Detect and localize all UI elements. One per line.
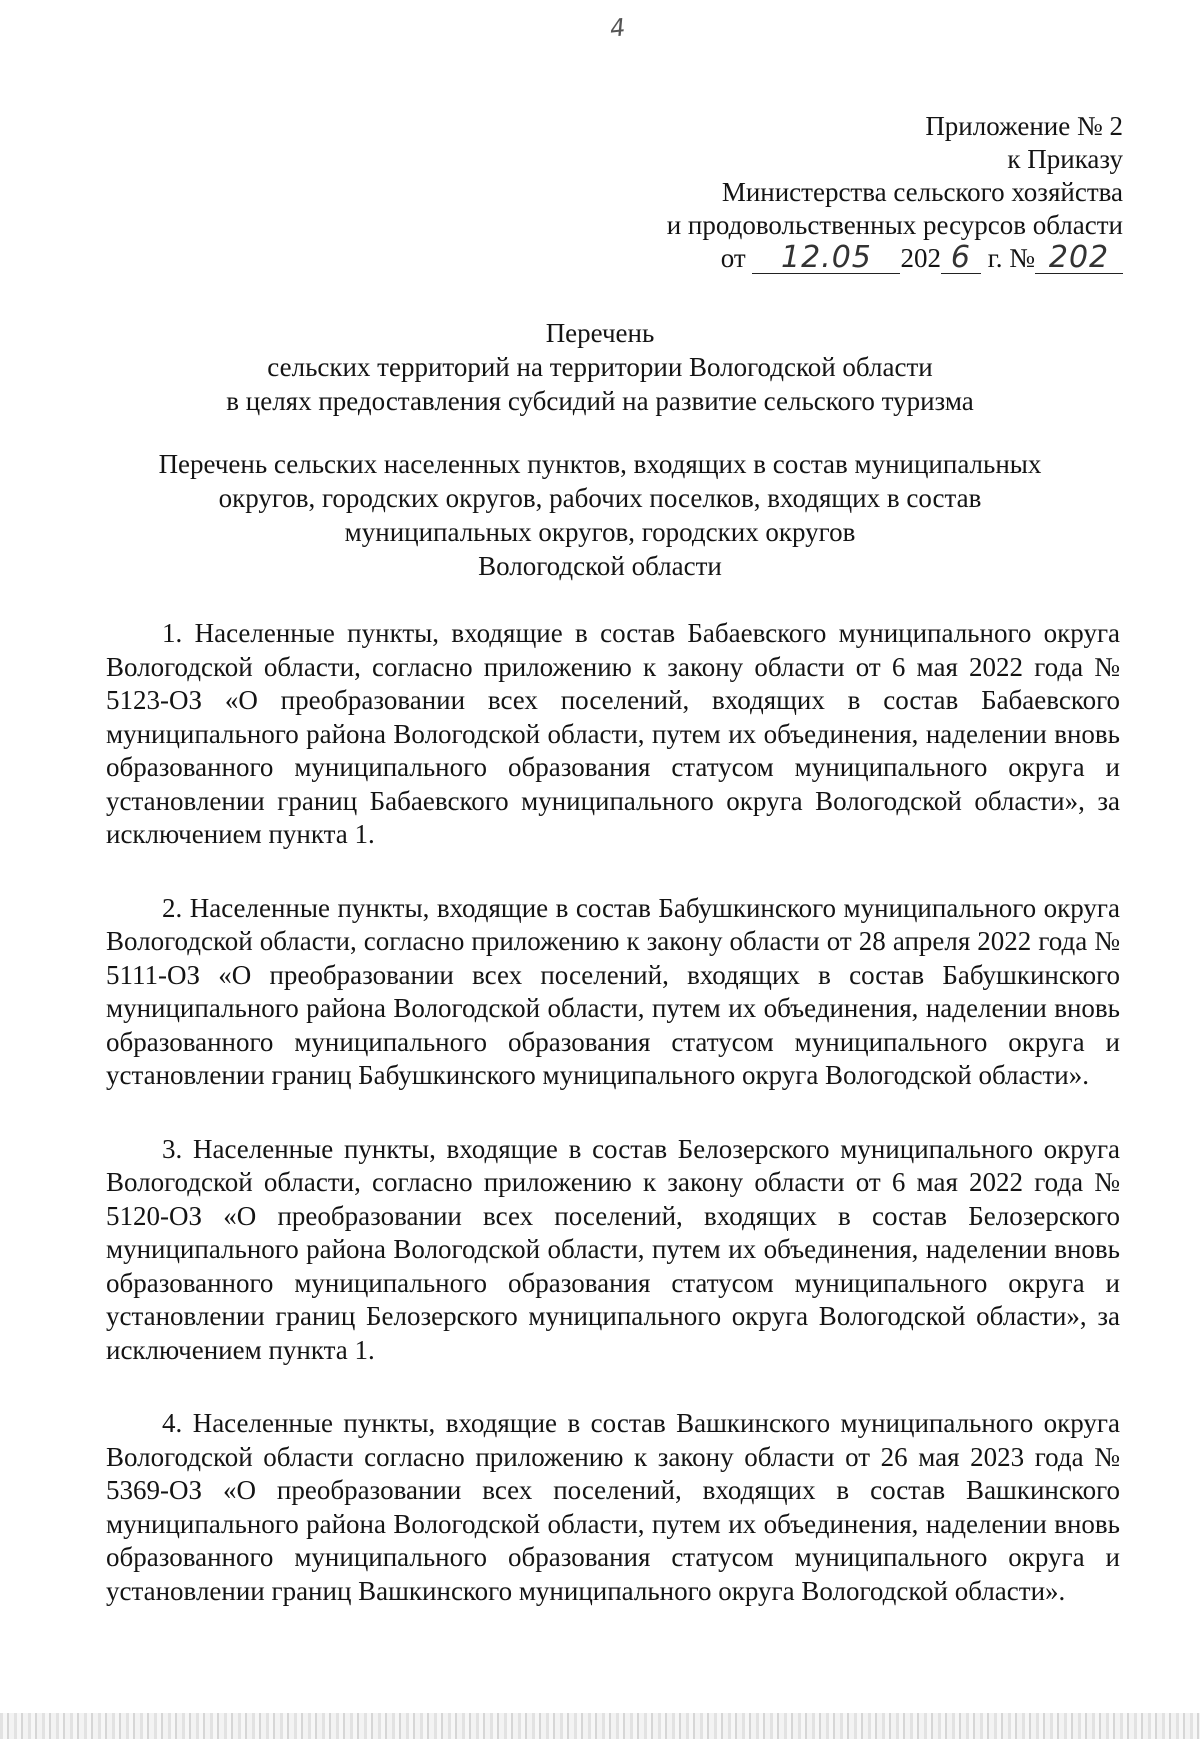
appendix-title: Приложение № 2 bbox=[925, 111, 1123, 141]
handwritten-page-number: 4 bbox=[608, 13, 627, 43]
appendix-header bbox=[667, 110, 1123, 275]
scan-edge-artifact bbox=[0, 1713, 1200, 1739]
from-label: от bbox=[720, 243, 746, 273]
subtitle-line-3: муниципальных округов, городских округов bbox=[344, 517, 856, 547]
ministry-name-cont: и продовольственных ресурсов области bbox=[666, 210, 1123, 240]
title-line-3: в целях предоставления субсидий на развитие сельского туризма bbox=[226, 386, 974, 416]
order-reference: к Приказу bbox=[1007, 144, 1123, 174]
order-number-field bbox=[1035, 240, 1123, 275]
subtitle-line-1: Перечень сельских населенных пунктов, входящих в состав муниципальных bbox=[158, 449, 1042, 479]
title-line-1: Перечень bbox=[545, 318, 655, 348]
title-line-2: сельских территорий на территории Вологодской области bbox=[267, 352, 933, 382]
order-year-field bbox=[941, 240, 981, 275]
handwritten-year-digit: 6 bbox=[950, 240, 971, 275]
subtitle-line-4: Вологодской области bbox=[478, 551, 722, 581]
settlements-list bbox=[106, 617, 1120, 1648]
year-number-label: г. № bbox=[987, 243, 1035, 273]
handwritten-order-number: 202 bbox=[1048, 240, 1110, 275]
year-prefix: 202 bbox=[900, 243, 941, 273]
order-date-field bbox=[752, 240, 900, 275]
order-date-number-line bbox=[667, 242, 1123, 275]
list-item: 1. Населенные пункты, входящие в состав Бабаевского муниципального округа Вологодской области, согласно приложению к закону области от 6 мая 2022 года № 5123-ОЗ «О преобразовании всех поселений, входящих в состав Бабаевского муниципального района Вологодской области, путем их объединения, наделении вновь образованного муниципального образования статусом муниципального округа и установлении границ Бабаевского муниципального округа Вологодской области», за исключением пункта 1. bbox=[106, 618, 1120, 849]
list-item: 2. Населенные пункты, входящие в состав Бабушкинского муниципального округа Вологодской области, согласно приложению к закону области от 28 апреля 2022 года № 5111-ОЗ «О преобразовании всех поселений, входящих в состав Бабушкинского муниципального района Вологодской области, путем их объединения, наделении вновь образованного муниципального образования статусом муниципального округа и установлении границ Бабушкинского муниципального округа Вологодской области». bbox=[106, 892, 1120, 1090]
document-subtitle bbox=[0, 447, 1200, 583]
subtitle-line-2: округов, городских округов, рабочих поселков, входящих в состав bbox=[218, 483, 982, 513]
list-item: 3. Населенные пункты, входящие в состав Белозерского муниципального округа Вологодской области, согласно приложению к закону области от 6 мая 2022 года № 5120-ОЗ «О преобразовании всех поселений, входящих в состав Белозерского муниципального района Вологодской области, путем их объединения, наделении вновь образованного муниципального образования статусом муниципального округа и установлении границ Белозерского муниципального округа Вологодской области», за исключением пункта 1. bbox=[106, 1133, 1120, 1365]
list-item: 4. Населенные пункты, входящие в состав Вашкинского муниципального округа Вологодской области согласно приложению к закону области от 26 мая 2023 года № 5369-ОЗ «О преобразовании всех поселений, входящих в состав Вашкинского муниципального района Вологодской области, путем их объединения, наделении вновь образованного муниципального образования статусом муниципального округа и установлении границ Вашкинского муниципального округа Вологодской области». bbox=[106, 1408, 1120, 1606]
document-title bbox=[0, 316, 1200, 418]
handwritten-date: 12.05 bbox=[781, 240, 872, 275]
ministry-name: Министерства сельского хозяйства bbox=[721, 177, 1123, 207]
